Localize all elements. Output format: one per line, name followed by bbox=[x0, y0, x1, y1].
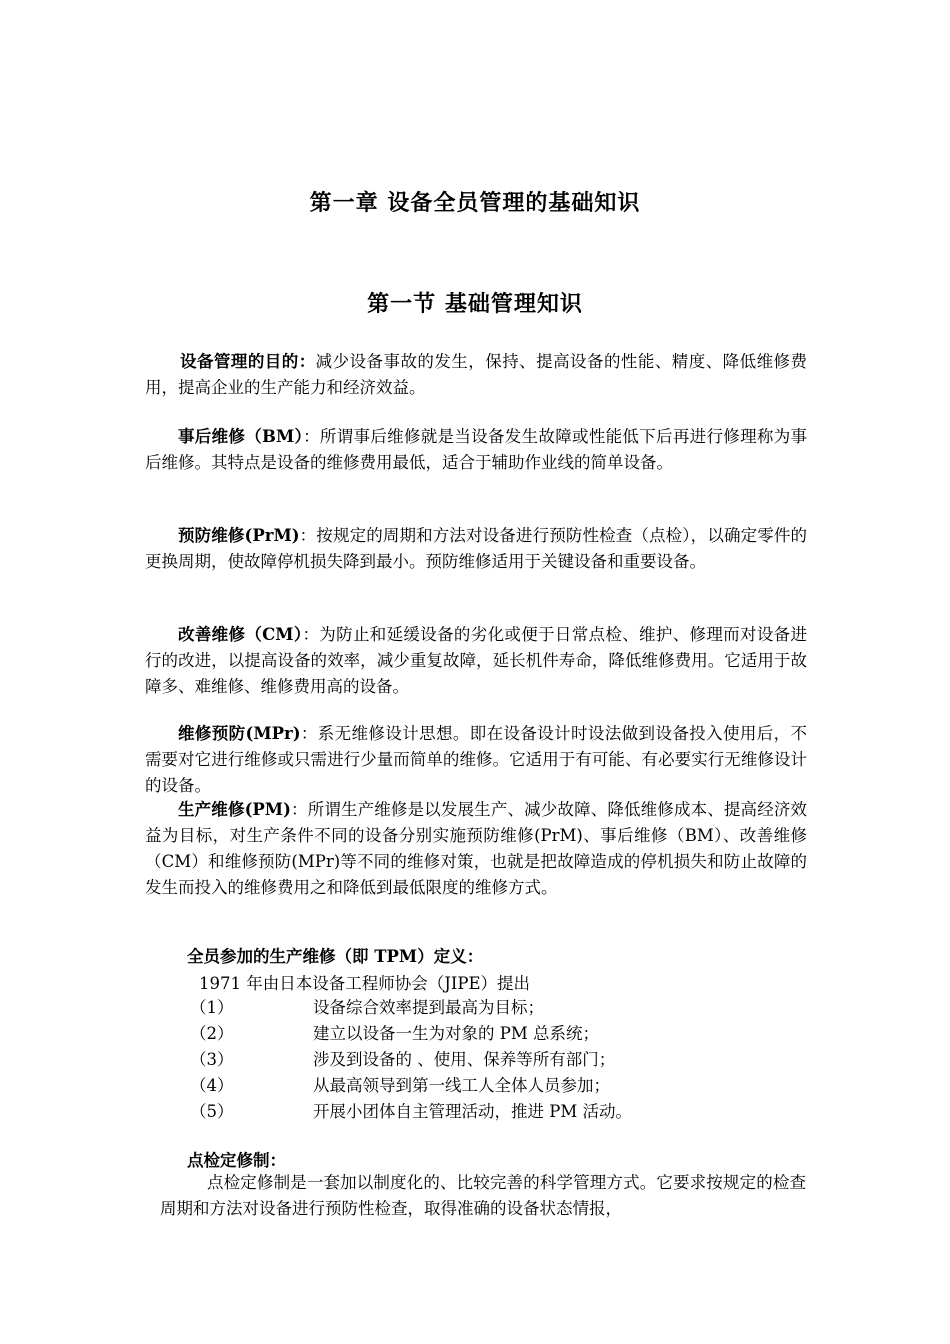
paragraph-text: ：为防止和延缓设备的劣化或便于日常点检、维护、修理而对设备进行的改进，以提高设备的效率，减少重复故障，延长机件寿命，降低维修费用。它适用于故障多、难维修、维修费用高的设备。 bbox=[145, 625, 807, 696]
paragraph-productive-maintenance bbox=[145, 797, 807, 901]
term-label: 生产维修(PM) bbox=[178, 800, 291, 819]
tpm-list bbox=[190, 995, 790, 1125]
dianjian-paragraph: 点检定修制是一套加以制度化的、比较完善的科学管理方式。它要求按规定的检查周期和方法对设备进行预防性检查，取得准确的设备状态情报， bbox=[160, 1173, 806, 1218]
term-label: 预防维修(PrM) bbox=[178, 526, 300, 545]
list-item-number: （5） bbox=[190, 1102, 234, 1121]
dianjian-heading: 点检定修制： bbox=[187, 1151, 286, 1170]
list-item bbox=[190, 1021, 790, 1047]
paragraph-corrective-maintenance bbox=[145, 622, 807, 700]
list-item bbox=[190, 1073, 790, 1099]
list-item-text: 设备综合效率提到最高为目标； bbox=[313, 998, 544, 1017]
paragraph-text: ：所谓生产维修是以发展生产、减少故障、降低维修成本、提高经济效益为目标，对生产条件不同的设备分别实施预防维修(PrM)、事后维修（BM）、改善维修（CM）和维修预防(MPr)等不同的维修对策，也就是把故障造成的停机损失和防止故障的发生而投入的维修费用之和降低到最低限度的维修方式。 bbox=[145, 800, 807, 897]
paragraph-preventive-maintenance bbox=[145, 523, 807, 575]
section-title: 第一节 基础管理知识 bbox=[367, 291, 583, 317]
list-item bbox=[190, 1099, 790, 1125]
list-item-text: 从最高领导到第一线工人全体人员参加； bbox=[313, 1076, 610, 1095]
paragraph-text: 减少设备事故的发生，保持、提高设备的性能、精度、降低维修费用，提高企业的生产能力和经济效益。 bbox=[145, 352, 808, 397]
paragraph-management-purpose bbox=[145, 349, 807, 401]
list-item-number: （2） bbox=[190, 1024, 234, 1043]
paragraph-maintenance-prevention bbox=[145, 721, 807, 799]
paragraph-text: ：按规定的周期和方法对设备进行预防性检查（点检），以确定零件的更换周期，使故障停机损失降到最小。预防维修适用于关键设备和重要设备。 bbox=[145, 526, 808, 571]
paragraph-breakdown-maintenance bbox=[145, 424, 807, 476]
chapter-title: 第一章 设备全员管理的基础知识 bbox=[309, 190, 641, 216]
list-item bbox=[190, 995, 790, 1021]
list-item-text: 开展小团体自主管理活动，推进 PM 活动。 bbox=[313, 1102, 632, 1121]
list-item-text: 建立以设备一生为对象的 PM 总系统； bbox=[313, 1024, 599, 1043]
term-label: 改善维修（CM） bbox=[178, 625, 303, 644]
paragraph-text: ：系无维修设计思想。即在设备设计时设法做到设备投入使用后，不需要对它进行维修或只需进行少量而简单的维修。它适用于有可能、有必要实行无维修设计的设备。 bbox=[145, 724, 807, 795]
list-item-number: （3） bbox=[190, 1050, 234, 1069]
term-label: 维修预防(MPr) bbox=[178, 724, 301, 743]
term-label: 设备管理的目的： bbox=[180, 352, 316, 371]
term-label: 事后维修（BM） bbox=[178, 427, 304, 446]
list-item-text: 涉及到设备的 、使用、保养等所有部门； bbox=[313, 1050, 616, 1069]
list-item bbox=[190, 1047, 790, 1073]
list-item-number: （4） bbox=[190, 1076, 234, 1095]
list-item-number: （1） bbox=[190, 998, 234, 1017]
tpm-origin: 1971 年由日本设备工程师协会（JIPE）提出 bbox=[199, 974, 531, 993]
tpm-heading: 全员参加的生产维修（即 TPM）定义： bbox=[187, 947, 484, 966]
paragraph-text: ：所谓事后维修就是当设备发生故障或性能低下后再进行修理称为事后维修。其特点是设备的维修费用最低，适合于辅助作业线的简单设备。 bbox=[145, 427, 807, 472]
